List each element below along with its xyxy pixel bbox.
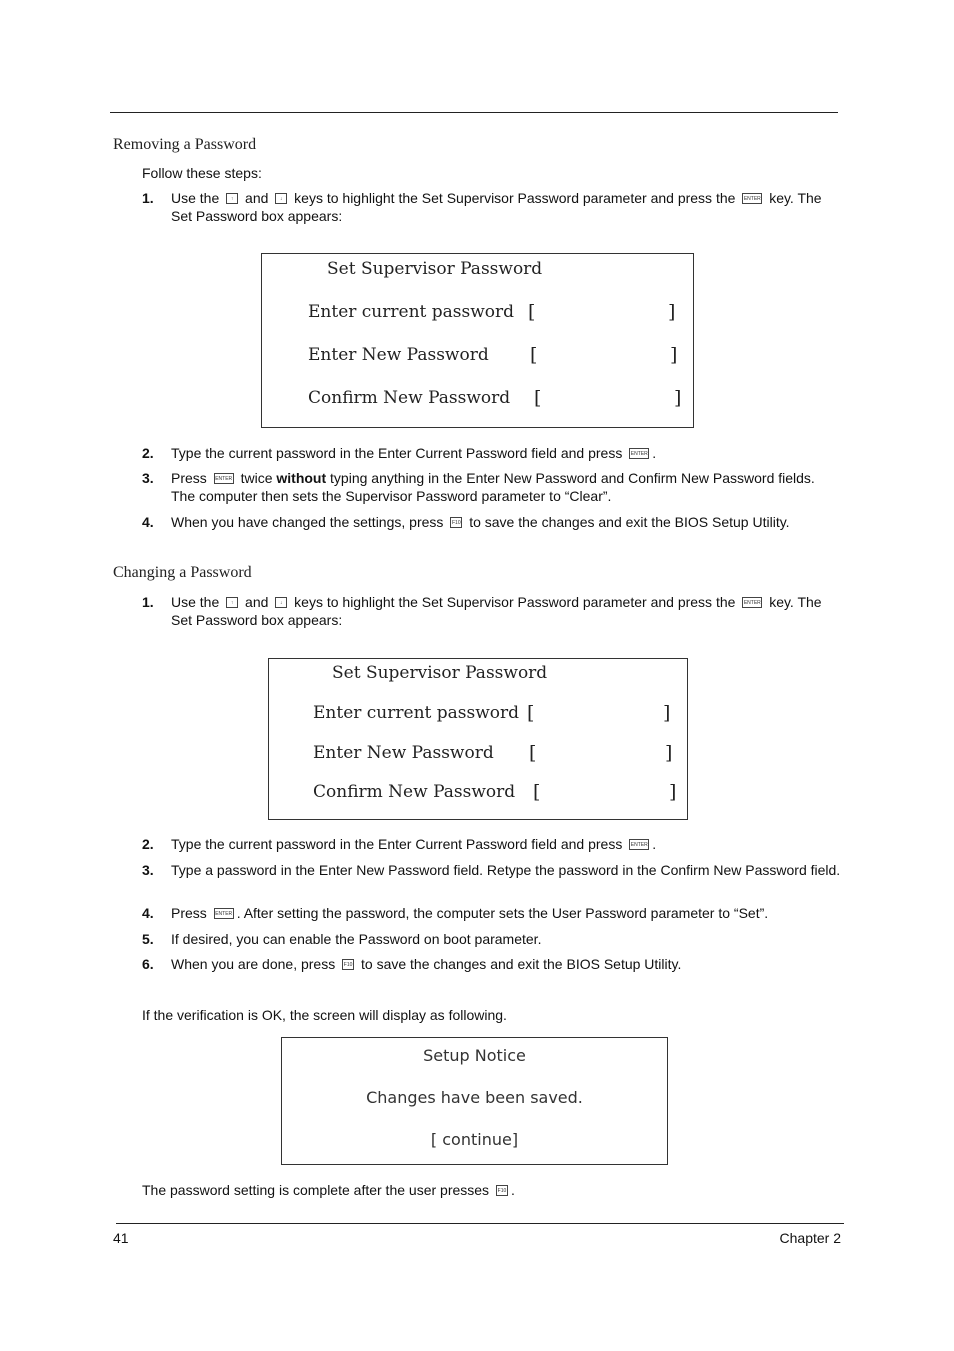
step-5-changing: 5. If desired, you can enable the Password on boot parameter.: [142, 931, 542, 947]
enter-key-icon: ENTER: [629, 448, 649, 459]
bracket-open: [: [530, 344, 538, 366]
step-4-removing: 4. When you have changed the settings, press F10 to save the changes and exit the BIOS Setup Utility.: [142, 514, 790, 530]
bracket-close: ]: [669, 781, 677, 803]
down-arrow-key-icon: ↓: [275, 597, 287, 608]
f10-key-icon: F10: [450, 517, 462, 528]
notice-message: Changes have been saved.: [366, 1088, 583, 1107]
bracket-open: [: [533, 781, 541, 803]
enter-current-password-label: Enter current password: [308, 302, 515, 322]
step-6-changing: 6. When you are done, press F10 to save the changes and exit the BIOS Setup Utility.: [142, 956, 682, 972]
step-3-changing: 3. Type a password in the Enter New Password field. Retype the password in the Confirm New Password field.: [142, 862, 841, 878]
step-2-removing: 2. Type the current password in the Enter Current Password field and press ENTER .: [142, 445, 657, 461]
bracket-close: ]: [670, 344, 678, 366]
section-heading-changing: Changing a Password: [113, 564, 252, 581]
enter-new-password-label: Enter New Password: [313, 743, 494, 763]
bracket-open: [: [528, 301, 536, 323]
down-arrow-key-icon: ↓: [275, 193, 287, 204]
bracket-close: ]: [663, 702, 671, 724]
set-supervisor-password-dialog-1: [261, 253, 694, 428]
section-heading-removing: Removing a Password: [113, 136, 257, 153]
enter-current-password-label: Enter current password: [313, 703, 520, 723]
bracket-close: ]: [674, 387, 682, 409]
confirm-new-password-label: Confirm New Password: [313, 782, 516, 802]
continue-button[interactable]: [ continue]: [430, 1130, 519, 1149]
intro-text: Follow these steps:: [142, 165, 262, 181]
verification-text: If the verification is OK, the screen will display as following.: [142, 1007, 507, 1023]
bracket-close: ]: [665, 742, 673, 764]
enter-key-icon: ENTER: [742, 193, 762, 204]
set-supervisor-password-dialog-2: [268, 658, 688, 820]
enter-key-icon: ENTER: [214, 908, 234, 919]
bottom-rule: [116, 1223, 844, 1224]
step-3-removing: 3. Press ENTER twice without typing anything in the Enter New Password and Confirm New Password fields. The computer then sets the Supervisor Password parameter to “Clear”.: [142, 470, 815, 504]
dialog-title: Set Supervisor Password: [327, 259, 543, 279]
dialog-title: Set Supervisor Password: [332, 663, 548, 683]
bracket-open: [: [529, 742, 537, 764]
enter-new-password-label: Enter New Password: [308, 345, 489, 365]
enter-key-icon: ENTER: [214, 473, 234, 484]
setup-notice-dialog: [281, 1037, 668, 1165]
step-4-changing: 4. Press ENTER . After setting the password, the computer sets the User Password parameter to “Set”.: [142, 905, 769, 921]
f10-key-icon: F10: [496, 1185, 508, 1196]
completion-text: The password setting is complete after the user presses F10 .: [142, 1182, 515, 1198]
top-rule: [110, 112, 838, 113]
enter-key-icon: ENTER: [742, 597, 762, 608]
bracket-open: [: [527, 702, 535, 724]
confirm-new-password-label: Confirm New Password: [308, 388, 511, 408]
bracket-close: ]: [668, 301, 676, 323]
enter-key-icon: ENTER: [629, 839, 649, 850]
f10-key-icon: F10: [342, 959, 354, 970]
bracket-open: [: [534, 387, 542, 409]
chapter-label: Chapter 2: [779, 1230, 841, 1246]
step-1-removing: 1. Use the ↑ and ↓ keys to highlight the Set Supervisor Password parameter and press the ENTER key. The Set Password box appears:: [142, 190, 822, 224]
up-arrow-key-icon: ↑: [226, 597, 238, 608]
step-2-changing: 2. Type the current password in the Enter Current Password field and press ENTER .: [142, 836, 657, 852]
up-arrow-key-icon: ↑: [226, 193, 238, 204]
notice-title: Setup Notice: [423, 1046, 526, 1065]
page-number: 41: [113, 1230, 129, 1246]
step-1-changing: 1. Use the ↑ and ↓ keys to highlight the Set Supervisor Password parameter and press the ENTER key. The Set Password box appears:: [142, 594, 822, 628]
